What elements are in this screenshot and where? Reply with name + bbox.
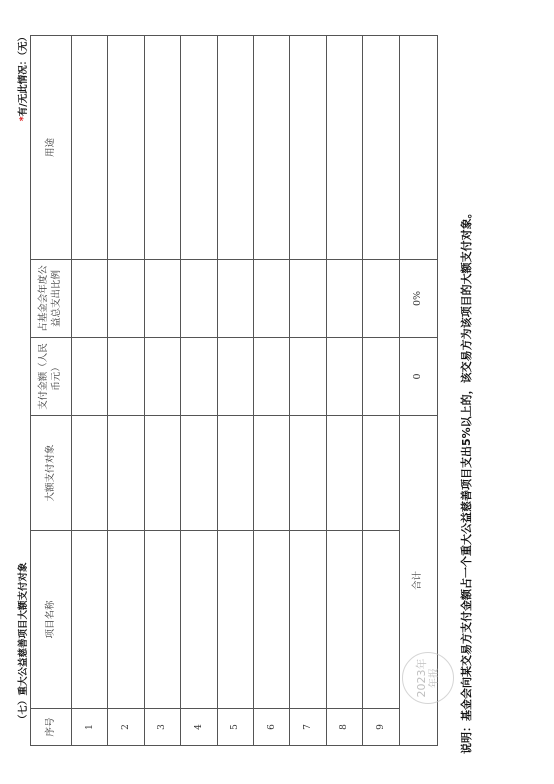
row-payee-cell <box>144 416 180 531</box>
row-seq: 3 <box>144 709 180 746</box>
row-seq: 2 <box>108 709 144 746</box>
header-seq: 序号 <box>31 709 72 746</box>
row-payee-cell <box>72 416 108 531</box>
row-payee-cell <box>181 416 217 531</box>
row-purpose-cell <box>290 36 326 260</box>
row-seq: 9 <box>363 709 399 746</box>
total-row <box>399 36 437 746</box>
row-ratio-cell <box>181 260 217 338</box>
table-row <box>72 36 108 746</box>
row-seq: 6 <box>254 709 290 746</box>
row-payee-cell <box>290 416 326 531</box>
row-purpose-cell <box>254 36 290 260</box>
header-project-name: 项目名称 <box>31 531 72 709</box>
row-amount-cell <box>181 338 217 416</box>
table-row <box>217 36 253 746</box>
status-note-label: 有/无此情况：（无） <box>18 32 29 117</box>
watermark-subtitle: 年报 <box>428 668 440 688</box>
row-amount-cell <box>108 338 144 416</box>
watermark-year: 2023年 <box>414 658 428 698</box>
table-header-row <box>31 36 72 746</box>
row-seq: 5 <box>217 709 253 746</box>
section-title: （七）重大公益慈善项目大额支付对象 <box>18 562 29 724</box>
row-payee-cell <box>108 416 144 531</box>
row-project-name-cell <box>217 531 253 709</box>
header-purpose: 用途 <box>31 36 72 260</box>
row-purpose-cell <box>108 36 144 260</box>
row-purpose-cell <box>72 36 108 260</box>
row-project-name-cell <box>108 531 144 709</box>
row-project-name-cell <box>254 531 290 709</box>
row-ratio-cell <box>72 260 108 338</box>
row-project-name-cell <box>72 531 108 709</box>
table-row <box>254 36 290 746</box>
row-ratio-cell <box>363 260 399 338</box>
row-amount-cell <box>254 338 290 416</box>
header-amount: 支付金额（人民币元） <box>31 338 72 416</box>
required-star: * <box>18 116 29 122</box>
row-project-name-cell <box>290 531 326 709</box>
table-row <box>363 36 399 746</box>
total-ratio: 0% <box>399 260 437 338</box>
total-amount: 0 <box>399 338 437 416</box>
row-project-name-cell <box>363 531 399 709</box>
row-ratio-cell <box>326 260 362 338</box>
row-seq: 4 <box>181 709 217 746</box>
row-amount-cell <box>217 338 253 416</box>
row-purpose-cell <box>363 36 399 260</box>
footnote: 说明：基金会向某交易方支付金额占一个重大公益慈善项目支出5%以上的，该交易方为该项目的大额支付对象。 <box>460 207 473 754</box>
table-row <box>290 36 326 746</box>
row-amount-cell <box>290 338 326 416</box>
row-amount-cell <box>144 338 180 416</box>
total-label: 合计 <box>399 416 437 746</box>
row-project-name-cell <box>181 531 217 709</box>
row-project-name-cell <box>144 531 180 709</box>
row-amount-cell <box>363 338 399 416</box>
table-row <box>144 36 180 746</box>
payee-table <box>30 35 438 746</box>
row-seq: 1 <box>72 709 108 746</box>
row-purpose-cell <box>217 36 253 260</box>
table-row <box>326 36 362 746</box>
row-amount-cell <box>72 338 108 416</box>
row-purpose-cell <box>181 36 217 260</box>
table-row <box>108 36 144 746</box>
table-row <box>181 36 217 746</box>
header-payee: 大额支付对象 <box>31 416 72 531</box>
row-purpose-cell <box>326 36 362 260</box>
row-ratio-cell <box>290 260 326 338</box>
row-payee-cell <box>326 416 362 531</box>
row-ratio-cell <box>254 260 290 338</box>
total-purpose-cell <box>399 36 437 260</box>
row-payee-cell <box>254 416 290 531</box>
row-payee-cell <box>217 416 253 531</box>
row-amount-cell <box>326 338 362 416</box>
row-ratio-cell <box>108 260 144 338</box>
status-note <box>15 32 29 121</box>
row-payee-cell <box>363 416 399 531</box>
header-ratio: 占基金会年度公益总支出比例 <box>31 260 72 338</box>
row-ratio-cell <box>144 260 180 338</box>
row-purpose-cell <box>144 36 180 260</box>
row-project-name-cell <box>326 531 362 709</box>
row-seq: 8 <box>326 709 362 746</box>
row-seq: 7 <box>290 709 326 746</box>
row-ratio-cell <box>217 260 253 338</box>
